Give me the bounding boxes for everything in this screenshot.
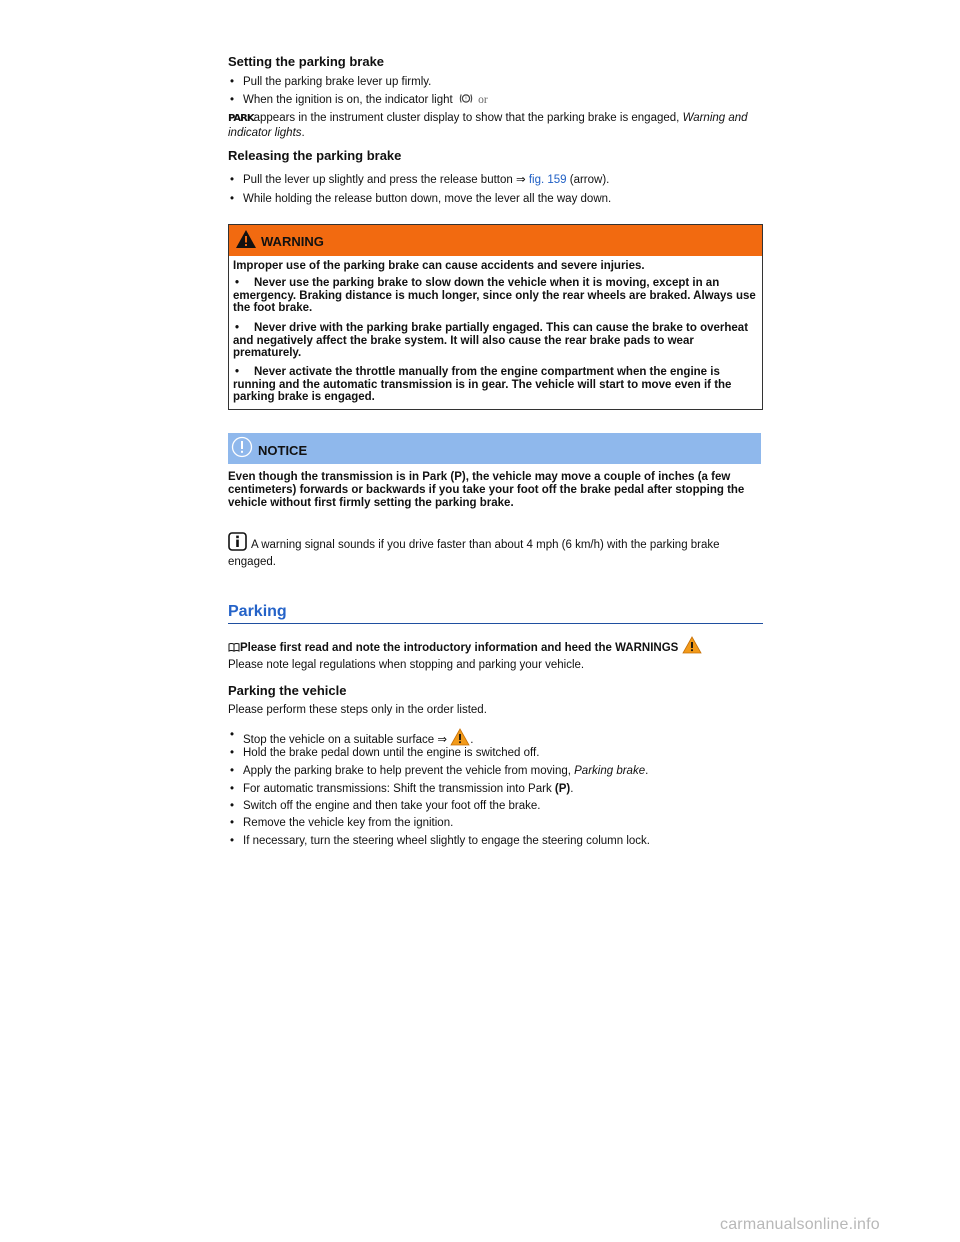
info-icon — [228, 532, 247, 555]
notice-text: Even though the transmission is in Park (P), the vehicle may move a couple of inches (a few centimeters) forwards or backwards if you take your foot off the brake pedal after stopping the vehicle without first firmly setting the parking brake. — [228, 471, 745, 509]
fig-link[interactable]: fig. 159 — [528, 174, 567, 186]
warning-triangle-icon — [235, 229, 257, 254]
warning-item-text: Never drive with the parking brake partially engaged. This can cause the brake to overheat and negatively affect the brake system. It will also cause the rear brake pads to wear prematurely. — [233, 322, 749, 359]
svg-text:!: ! — [464, 96, 467, 103]
warning-lights-link[interactable]: Warning and indicator lights — [228, 112, 748, 139]
warning-item: • — [235, 277, 240, 289]
bullet-dot: • — [230, 76, 235, 88]
bullet-dot: • — [230, 765, 235, 777]
notice-exclamation-icon — [231, 436, 253, 463]
warning-item-text: Never use the parking brake to slow down the vehicle when it is moving, except in an emergency. Braking distance is much longer, since only the rear wheels are braked. Always use the foot brake. — [233, 277, 756, 314]
warning-triangle-icon — [682, 636, 702, 657]
park-indicator-text: PARKappears in the instrument cluster display to show that the parking brake is engaged, Warning and indicator lights. — [228, 112, 748, 139]
brake-indicator-icon — [459, 93, 473, 108]
section-title: Parking — [228, 603, 287, 620]
bullet-dot: • — [230, 747, 235, 759]
notice-title: NOTICE — [258, 443, 308, 458]
warning-box: WARNING Improper use of the parking brake can cause accidents and severe injuries. • Never use the parking brake to slow down the vehicle when it is moving, except in an emergency. Braking distance is much longer, since only the rear wheels are braked. Always use the foot brake. • Never drive with the parking brake partially engaged. This can cause the brake to overheat and negatively affect the brake system. It will also cause the rear brake pads to wear prematurely. • Never activate the throttle manually from the engine compartment when the engine is running and the automatic transmission is in gear. The vehicle will start to move even if the parking brake is engaged. — [228, 224, 763, 410]
releasing-heading: Releasing the parking brake — [228, 148, 402, 163]
bullet-dot: • — [230, 94, 235, 106]
read-first-note: Please first read and note the introductory information and heed the WARNINGS — [228, 636, 702, 657]
warning-intro: Improper use of the parking brake can cause accidents and severe injuries. — [233, 260, 645, 272]
bullet-dot: • — [230, 193, 235, 205]
bullet-dot: • — [230, 817, 235, 829]
bullet-dot: • — [230, 835, 235, 847]
parking-brake-link[interactable]: Parking brake — [574, 765, 646, 777]
setting-heading: Setting the parking brake — [228, 54, 385, 69]
parking-subheading: Parking the vehicle — [228, 683, 347, 698]
notice-header — [228, 433, 761, 464]
order-note: Please perform these steps only in the order listed. — [228, 704, 487, 716]
book-icon — [228, 642, 240, 656]
watermark: carmanualsonline.info — [720, 1216, 880, 1233]
bullet-dot: • — [230, 729, 235, 741]
bullet-dot: • — [230, 800, 235, 812]
bullet-dot: • — [230, 174, 235, 186]
bullet-dot: • — [230, 783, 235, 795]
section-divider — [228, 623, 763, 624]
legal-note: Please note legal regulations when stopping and parking your vehicle. — [228, 659, 585, 671]
warning-item-text: Never activate the throttle manually from the engine compartment when the engine is running and the automatic transmission is in gear. The vehicle will start to move even if the parking brake is engaged. — [233, 366, 732, 403]
warning-header — [229, 225, 762, 256]
warning-title: WARNING — [261, 234, 324, 249]
info-note: A warning signal sounds if you drive faster than about 4 mph (6 km/h) with the parking brake engaged. — [228, 532, 761, 569]
park-indicator-icon: PARK — [228, 113, 254, 124]
